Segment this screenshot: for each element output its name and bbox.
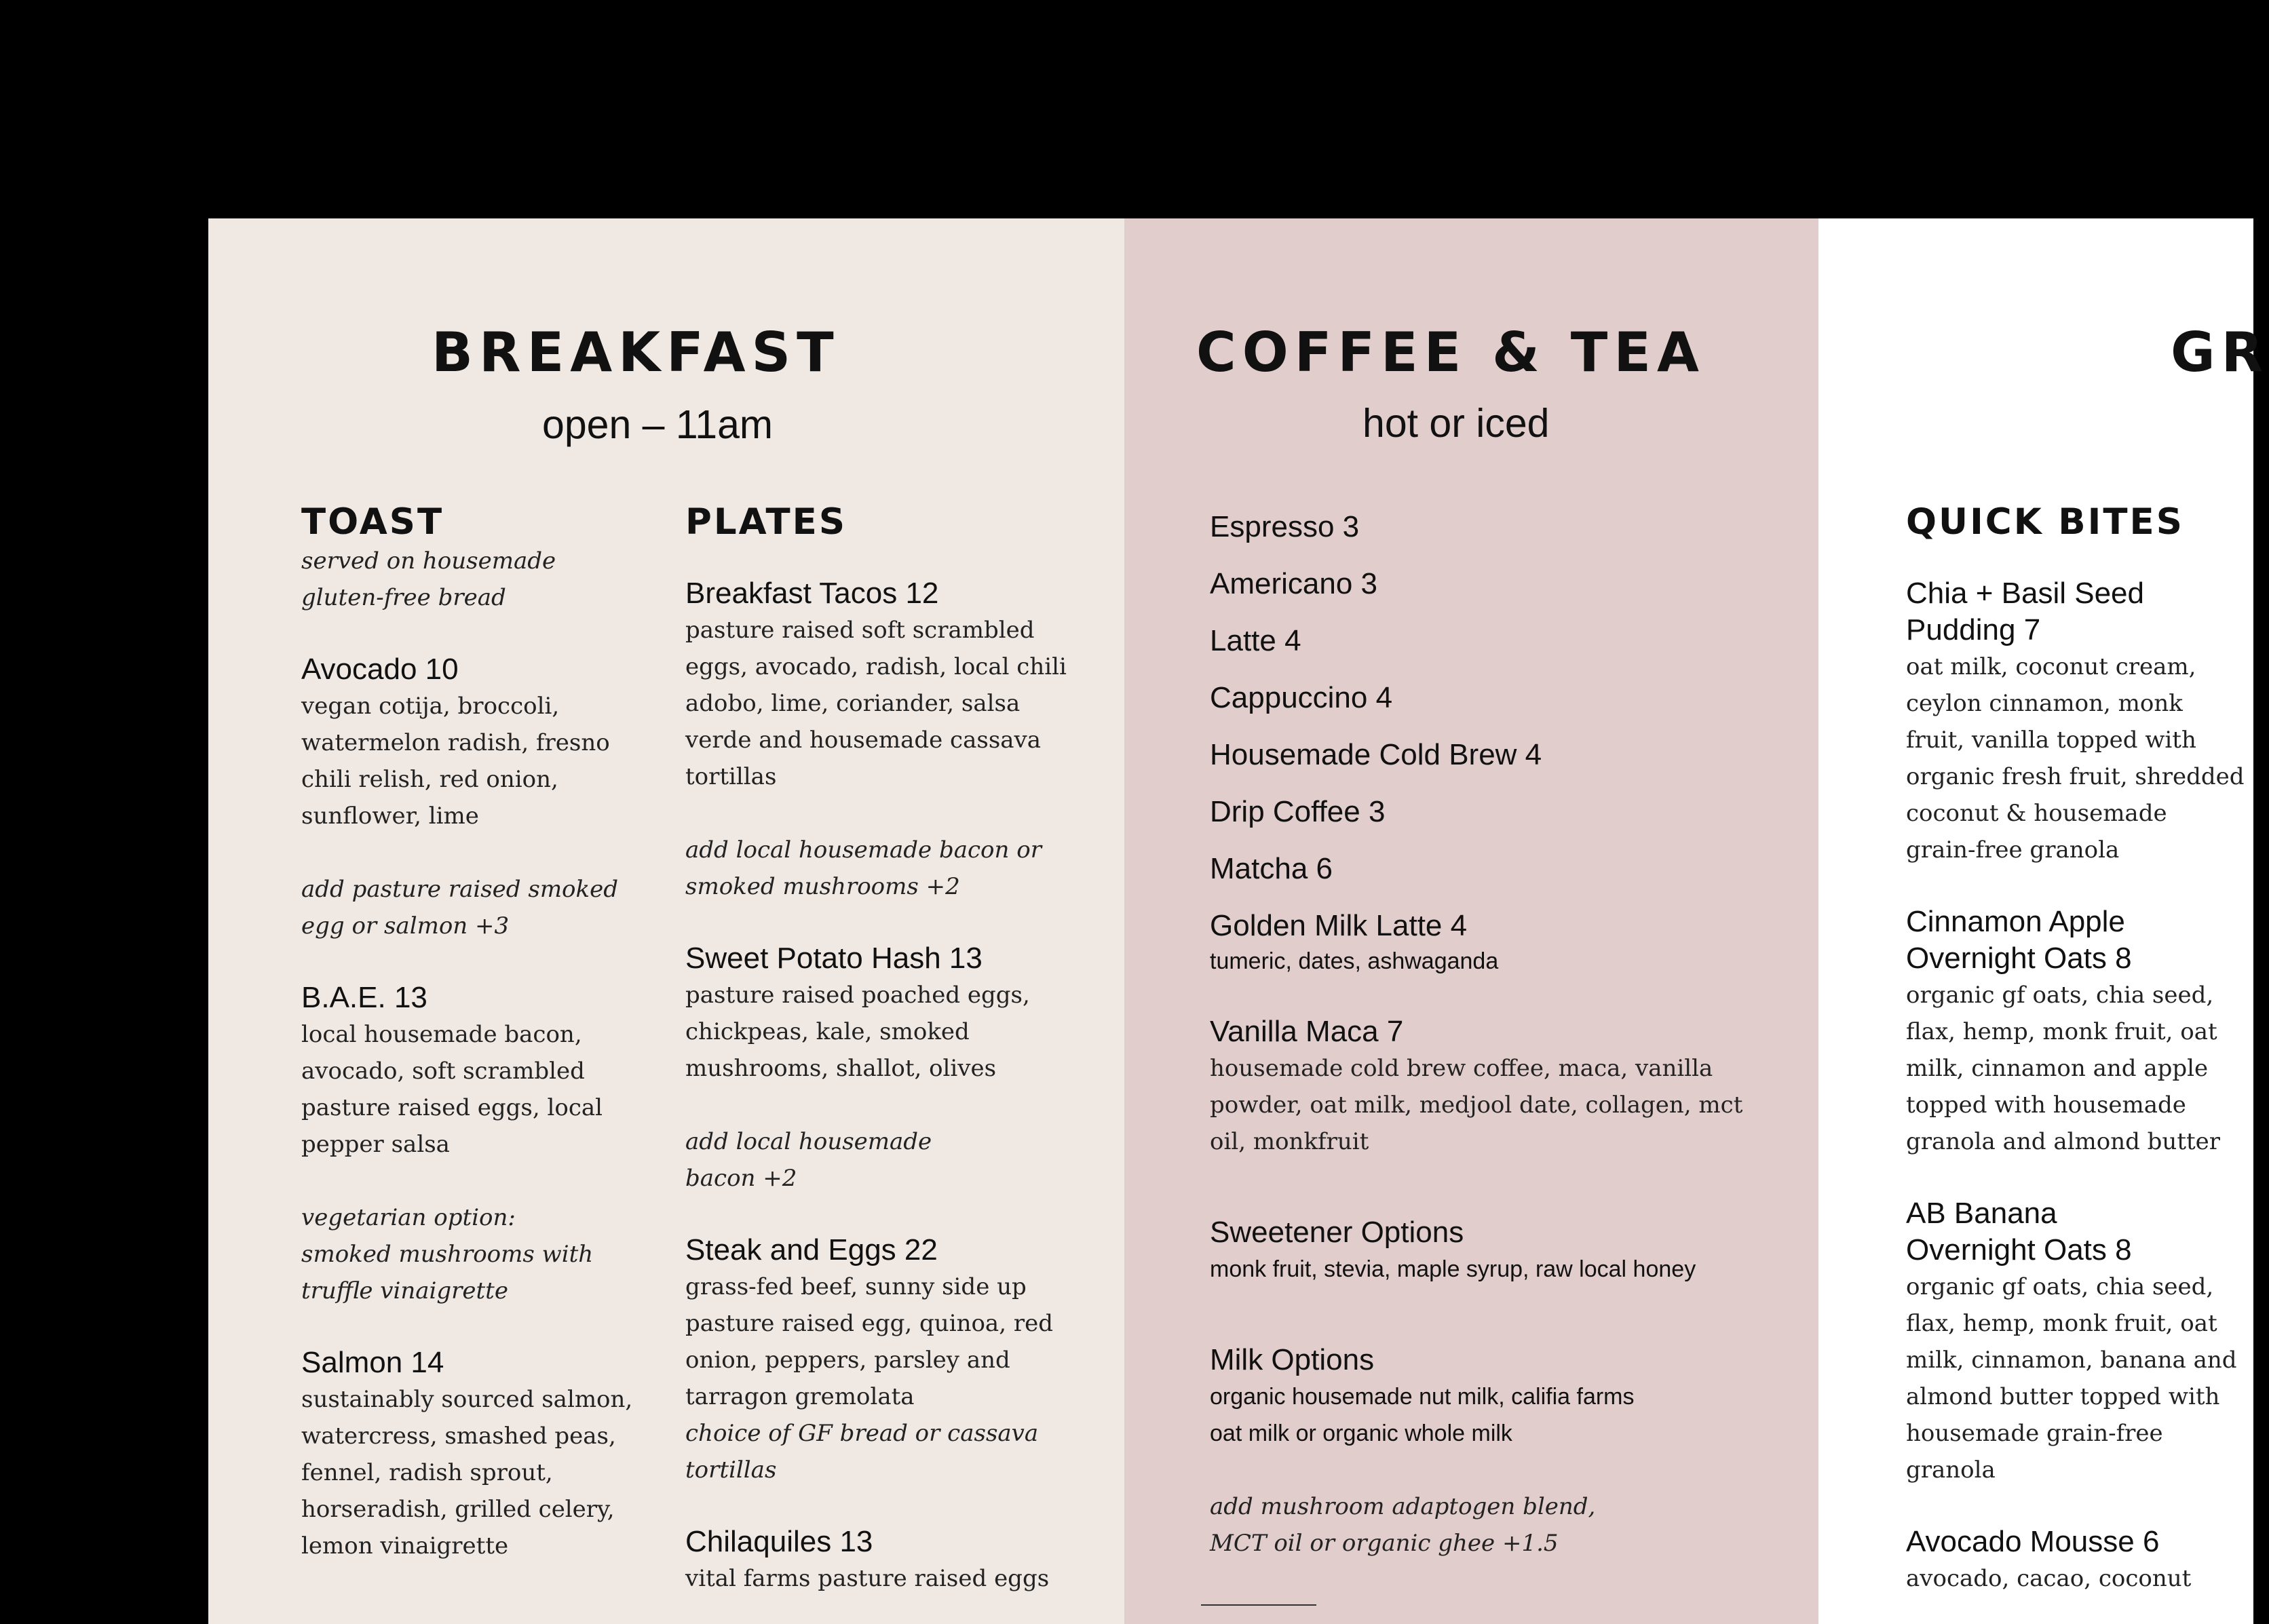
desc-line: lemon vinaigrette: [301, 1532, 509, 1560]
desc-line: organic housemade nut milk, califia farms: [1210, 1384, 1635, 1410]
toast-heading: TOAST: [301, 501, 444, 543]
item-description: [1906, 977, 2259, 1160]
drink-item: Latte 4: [1210, 624, 1301, 657]
options-title: Milk Options: [1210, 1343, 1375, 1376]
desc-line: mushrooms, shallot, olives: [685, 1055, 997, 1082]
desc-line: chili relish, red onion,: [301, 766, 558, 793]
desc-line: housemade cold brew coffee, maca, vanilla: [1210, 1055, 1713, 1082]
menu-item: [1210, 1013, 1793, 1160]
menu-item: [685, 940, 1106, 1197]
desc-line: sunflower, lime: [301, 803, 479, 830]
desc-line: grass-fed beef, sunny side up: [685, 1273, 1027, 1300]
menu-item: [685, 1524, 1106, 1597]
desc-line: sustainably sourced salmon,: [301, 1386, 633, 1413]
note-line: tortillas: [685, 1456, 777, 1484]
menu-item: [685, 575, 1106, 905]
note-line: smoked mushrooms +2: [685, 873, 960, 900]
menu-item: [301, 651, 654, 944]
breakfast-title: BREAKFAST: [432, 321, 840, 384]
menu-item: [301, 1345, 654, 1564]
desc-line: ceylon cinnamon, monk: [1906, 690, 2183, 717]
menu-item: [1906, 904, 2259, 1160]
name-line: Overnight Oats 8: [1906, 1233, 2132, 1267]
desc-line: grain-free granola: [1906, 836, 2120, 864]
note-line: truffle vinaigrette: [301, 1277, 508, 1304]
coffee-title: COFFEE & TEA: [1196, 321, 1705, 384]
item-description: [1210, 1050, 1793, 1160]
desc-line: vital farms pasture raised eggs: [685, 1565, 1050, 1592]
desc-line: oat milk or organic whole milk: [1210, 1420, 1512, 1446]
item-description: [685, 1560, 1106, 1597]
item-name: Sweet Potato Hash 13: [685, 942, 983, 975]
addon-note: [1210, 1488, 1793, 1562]
desc-line: chickpeas, kale, smoked: [685, 1018, 970, 1045]
name-line: Pudding 7: [1906, 613, 2041, 646]
note-line: add local housemade bacon or: [685, 836, 1042, 864]
desc-line: verde and housemade cassava: [685, 727, 1042, 754]
plates-heading: PLATES: [685, 501, 847, 543]
desc-line: avocado, soft scrambled: [301, 1058, 585, 1085]
note-line: bacon +2: [685, 1165, 797, 1192]
milk-options: [1210, 1342, 1793, 1452]
item-name: Breakfast Tacos 12: [685, 577, 939, 610]
desc-line: watercress, smashed peas,: [301, 1423, 616, 1450]
toast-note-line: gluten-free bread: [301, 584, 506, 611]
note-line: choice of GF bread or cassava: [685, 1420, 1039, 1447]
desc-line: organic fresh fruit, shredded: [1906, 763, 2245, 790]
drink-item: Espresso 3: [1210, 510, 1360, 543]
desc-line: granola: [1906, 1456, 1996, 1484]
desc-line: tortillas: [685, 763, 777, 790]
note-line: smoked mushrooms with: [301, 1241, 594, 1268]
item-description: [685, 612, 1106, 795]
options-list: monk fruit, stevia, maple syrup, raw local honey: [1210, 1256, 1696, 1282]
desc-line: avocado, cacao, coconut: [1906, 1565, 2192, 1592]
breakfast-panel: [208, 218, 1124, 1624]
desc-line: organic gf oats, chia seed,: [1906, 982, 2214, 1009]
menu-item: [1906, 575, 2259, 868]
item-name: [1906, 1195, 2259, 1269]
item-name: B.A.E. 13: [301, 981, 427, 1014]
drink-item: Americano 3: [1210, 567, 1378, 600]
breakfast-subtitle: open – 11am: [542, 402, 774, 447]
item-name: [1906, 575, 2259, 649]
item-addon-note: [301, 1199, 654, 1309]
desc-line: milk, cinnamon and apple: [1906, 1055, 2209, 1082]
menu-item: [1906, 1195, 2259, 1488]
desc-line: local housemade bacon,: [301, 1021, 582, 1048]
desc-line: vegan cotija, broccoli,: [301, 693, 560, 720]
desc-line: organic gf oats, chia seed,: [1906, 1273, 2214, 1300]
item-description: [685, 977, 1106, 1087]
drinks-list: [1210, 509, 1793, 1562]
coffee-panel: [1124, 218, 1818, 1624]
item-name: Vanilla Maca 7: [1210, 1015, 1404, 1048]
divider: [1201, 1604, 1316, 1606]
item-name: Steak and Eggs 22: [685, 1233, 938, 1267]
desc-line: eggs, avocado, radish, local chili: [685, 653, 1067, 680]
desc-line: watermelon radish, fresno: [301, 729, 610, 756]
note-line: egg or salmon +3: [301, 912, 510, 940]
plates-column: [685, 502, 1106, 1597]
note-line: add mushroom adaptogen blend,: [1210, 1493, 1596, 1520]
quick-bites-column: [1906, 502, 2259, 1597]
item-description: [685, 1269, 1106, 1415]
desc-line: coconut & housemade: [1906, 800, 2167, 827]
toast-column: [301, 502, 654, 1564]
menu-item: [1906, 1524, 2259, 1597]
item-addon-note: [685, 1415, 1106, 1488]
note-line: add pasture raised smoked: [301, 876, 619, 903]
drink-item: Cappuccino 4: [1210, 681, 1393, 714]
desc-line: tarragon gremolata: [685, 1383, 915, 1410]
drink-name: Golden Milk Latte 4: [1210, 909, 1468, 942]
menu-item: [685, 1232, 1106, 1488]
coffee-subtitle: hot or iced: [1362, 401, 1550, 446]
grab-title: GR: [2171, 321, 2269, 384]
desc-line: milk, cinnamon, banana and: [1906, 1347, 2237, 1374]
drink-item: Housemade Cold Brew 4: [1210, 738, 1542, 771]
desc-line: pasture raised egg, quinoa, red: [685, 1310, 1053, 1337]
item-addon-note: [301, 871, 654, 944]
note-line: add local housemade: [685, 1128, 932, 1155]
desc-line: housemade grain-free: [1906, 1420, 2163, 1447]
name-line: AB Banana: [1906, 1197, 2057, 1230]
name-line: Avocado Mousse 6: [1906, 1525, 2160, 1558]
desc-line: pepper salsa: [301, 1131, 450, 1158]
toast-note-line: served on housemade: [301, 547, 556, 575]
item-description: [1906, 649, 2259, 868]
desc-line: fruit, vanilla topped with: [1906, 727, 2196, 754]
item-name: Chilaquiles 13: [685, 1525, 873, 1558]
item-name: Avocado 10: [301, 653, 459, 686]
name-line: Cinnamon Apple: [1906, 905, 2125, 938]
desc-line: pasture raised soft scrambled: [685, 617, 1035, 644]
desc-line: pasture raised poached eggs,: [685, 982, 1030, 1009]
item-name: [1906, 904, 2259, 977]
drink-item: Drip Coffee 3: [1210, 795, 1386, 828]
desc-line: onion, peppers, parsley and: [685, 1347, 1010, 1374]
item-name: [1906, 1524, 2259, 1560]
item-description: [301, 1381, 654, 1564]
sweetener-options: [1210, 1214, 1793, 1288]
desc-line: horseradish, grilled celery,: [301, 1496, 615, 1523]
toast-note: [301, 543, 654, 616]
item-description: [301, 1016, 654, 1163]
desc-line: powder, oat milk, medjool date, collagen, mct: [1210, 1091, 1743, 1119]
desc-line: adobo, lime, coriander, salsa: [685, 690, 1021, 717]
name-line: Overnight Oats 8: [1906, 942, 2132, 975]
options-title: Sweetener Options: [1210, 1216, 1464, 1249]
grab-panel: [1818, 218, 2269, 1624]
desc-line: flax, hemp, monk fruit, oat: [1906, 1018, 2217, 1045]
desc-line: oil, monkfruit: [1210, 1128, 1369, 1155]
item-description: [301, 688, 654, 834]
menu-item: [301, 980, 654, 1309]
desc-line: flax, hemp, monk fruit, oat: [1906, 1310, 2217, 1337]
desc-line: almond butter topped with: [1906, 1383, 2220, 1410]
item-description: [1906, 1560, 2259, 1597]
name-line: Chia + Basil Seed: [1906, 577, 2144, 610]
item-name: Salmon 14: [301, 1346, 444, 1379]
item-addon-note: [685, 1123, 1106, 1197]
desc-line: pasture raised eggs, local: [301, 1094, 603, 1121]
item-description: [1906, 1269, 2259, 1488]
desc-line: topped with housemade: [1906, 1091, 2186, 1119]
options-list: [1210, 1378, 1793, 1452]
item-addon-note: [685, 832, 1106, 905]
drink-note: tumeric, dates, ashwaganda: [1210, 948, 1499, 974]
quick-bites-heading: QUICK BITES: [1906, 501, 2184, 543]
drink-item: [1210, 908, 1793, 980]
desc-line: granola and almond butter: [1906, 1128, 2221, 1155]
desc-line: oat milk, coconut cream,: [1906, 653, 2196, 680]
note-line: vegetarian option:: [301, 1204, 516, 1231]
desc-line: fennel, radish sprout,: [301, 1459, 553, 1486]
drink-item: Matcha 6: [1210, 852, 1333, 885]
note-line: MCT oil or organic ghee +1.5: [1210, 1530, 1559, 1557]
